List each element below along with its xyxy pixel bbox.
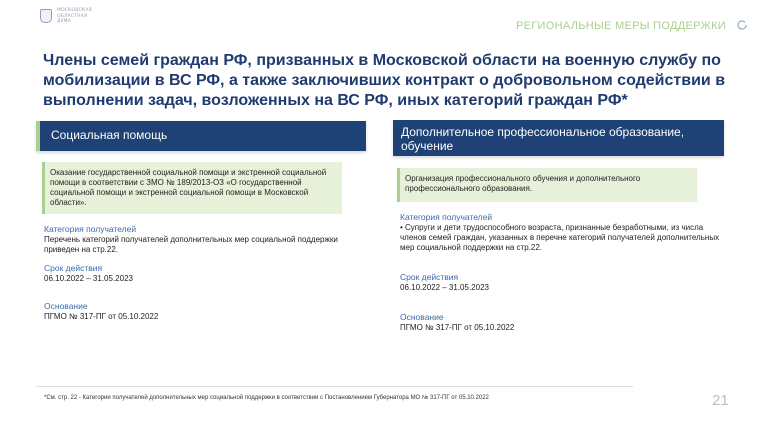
section-label: РЕГИОНАЛЬНЫЕ МЕРЫ ПОДДЕРЖКИ (516, 20, 726, 32)
logo (40, 8, 92, 25)
left-column (36, 121, 366, 321)
emblem-icon (40, 9, 52, 23)
refresh-circle-icon (736, 19, 748, 31)
right-heading-text: Дополнительное профессиональное образование, обучение (401, 125, 685, 153)
logo-line: ДУМА (57, 19, 72, 24)
heading-accent-bar (36, 121, 40, 151)
left-basis-label: Основание (44, 301, 88, 311)
right-heading (393, 120, 724, 156)
left-basis (44, 301, 364, 322)
page-number: 21 (712, 392, 729, 409)
right-recipients-label: Категория получателей (400, 212, 493, 222)
right-period-label: Срок действия (400, 272, 459, 282)
right-basis-label: Основание (400, 312, 444, 322)
logo-text (57, 8, 92, 25)
right-period (400, 272, 724, 293)
left-period (44, 263, 364, 284)
page-title: Члены семей граждан РФ, призванных в Московской области на военную службу по мобилизации в ВС РФ, а также заключивших контракт о добровольном содействии в выполнении задач, возложенных на ВС РФ, иных категорий граждан РФ* (43, 52, 726, 109)
left-recipients-label: Категория получателей (44, 224, 137, 234)
right-column (393, 120, 724, 332)
right-recipients (400, 212, 724, 253)
left-heading-text: Социальная помощь (51, 128, 168, 142)
footer-divider (36, 386, 633, 387)
right-period-text: 06.10.2022 – 31.05.2023 (400, 283, 489, 292)
right-description: Организация профессионального обучения и дополнительного профессионального образования. (397, 168, 697, 202)
left-description: Оказание государственной социальной помощи и экстренной социальной помощи в соответствии с ЗМО № 189/2013-ОЗ «О государственной социальной помощи и экстренной социальной помощи в Московской области». (42, 162, 342, 214)
right-basis-text: ПГМО № 317-ПГ от 05.10.2022 (400, 323, 515, 332)
left-period-text: 06.10.2022 – 31.05.2023 (44, 274, 133, 283)
footnote: *См. стр. 22 - Категории получателей дополнительных мер социальной поддержки в соответствии с Постановлением Губернатора МО № 317-ПГ от 05.10.2022 (44, 395, 489, 401)
right-basis (400, 312, 724, 333)
left-basis-text: ПГМО № 317-ПГ от 05.10.2022 (44, 312, 159, 321)
left-period-label: Срок действия (44, 263, 103, 273)
right-recipients-text: • Супруги и дети трудоспособного возраста, признанные безработными, из числа членов семей граждан, указанных в перечне категорий получателей дополнительных мер социальной поддержки на стр.22. (400, 223, 720, 252)
logo-line: МОСКОВСКАЯ (57, 8, 92, 13)
left-recipients-text: Перечень категорий получателей дополнительных мер социальной поддержки приведен на стр.22. (44, 235, 338, 254)
logo-line: ОБЛАСТНАЯ (57, 13, 88, 19)
left-recipients (44, 224, 364, 255)
left-heading (36, 121, 366, 151)
